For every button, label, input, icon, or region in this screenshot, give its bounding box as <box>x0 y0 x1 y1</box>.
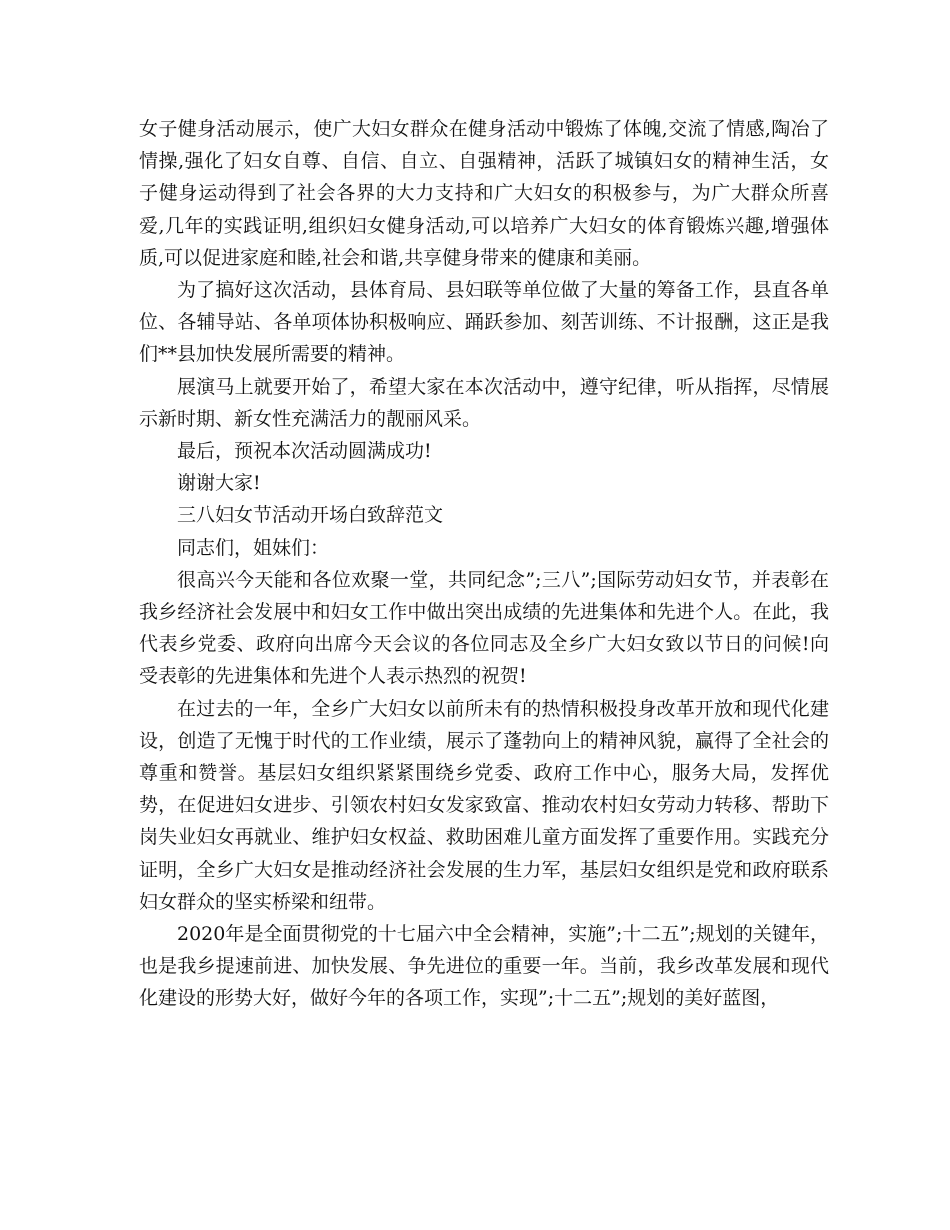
paragraph-1: 女子健身活动展示，使广大妇女群众在健身活动中锻炼了体魄,交流了情感,陶冶了情操,强化了妇女自尊、自信、自立、自强精神，活跃了城镇妇女的精神生活，女子健身运动得到了社会各界的大力支持和广大妇女的积极参与，为广大群众所喜爱,几年的实践证明,组织妇女健身活动,可以培养广大妇女的体育锻炼兴趣,增强体质,可以促进家庭和睦,社会和谐,共享健身带来的健康和美丽。 <box>139 118 829 269</box>
paragraph-4: 最后，预祝本次活动圆满成功! <box>177 440 432 463</box>
document-body <box>139 113 829 1015</box>
paragraph-2: 为了搞好这次活动，县体育局、县妇联等单位做了大量的筹备工作，县直各单位、各辅导站、各单项体协积极响应、踊跃参加、刻苦训练、不计报酬，这正是我们**县加快发展所需要的精神。 <box>139 279 829 366</box>
paragraph-8: 很高兴今天能和各位欢聚一堂，共同纪念”;三八”;国际劳动妇女节，并表彰在我乡经济社会发展中和妇女工作中做出突出成绩的先进集体和先进个人。在此，我代表乡党委、政府向出席今天会议的各位同志及全乡广大妇女致以节日的问候!向受表彰的先进集体和先进个人表示热烈的祝贺! <box>139 568 829 688</box>
paragraph-10: 2020年是全面贯彻党的十七届六中全会精神，实施”;十二五”;规划的关键年，也是我乡提速前进、加快发展、争先进位的重要一年。当前，我乡改革发展和现代化建设的形势大好，做好今年的各项工作，实现”;十二五”;规划的美好蓝图， <box>139 923 829 1010</box>
paragraph-3: 展演马上就要开始了，希望大家在本次活动中，遵守纪律，听从指挥，尽情展示新时期、新女性充满活力的靓丽风采。 <box>139 375 829 430</box>
paragraph-9: 在过去的一年，全乡广大妇女以前所未有的热情积极投身改革开放和现代化建设，创造了无愧于时代的工作业绩，展示了蓬勃向上的精神风貌，赢得了全社会的尊重和赞誉。基层妇女组织紧紧围绕乡党委、政府工作中心，服务大局，发挥优势，在促进妇女进步、引领农村妇女发家致富、推动农村妇女劳动力转移、帮助下岗失业妇女再就业、维护妇女权益、救助困难儿童方面发挥了重要作用。实践充分证明，全乡广大妇女是推动经济社会发展的生力军，基层妇女组织是党和政府联系妇女群众的坚实桥梁和纽带。 <box>139 697 829 913</box>
section-heading: 三八妇女节活动开场白致辞范文 <box>177 504 444 527</box>
paragraph-5: 谢谢大家! <box>177 472 261 495</box>
salutation: 同志们，姐妹们： <box>177 536 330 559</box>
